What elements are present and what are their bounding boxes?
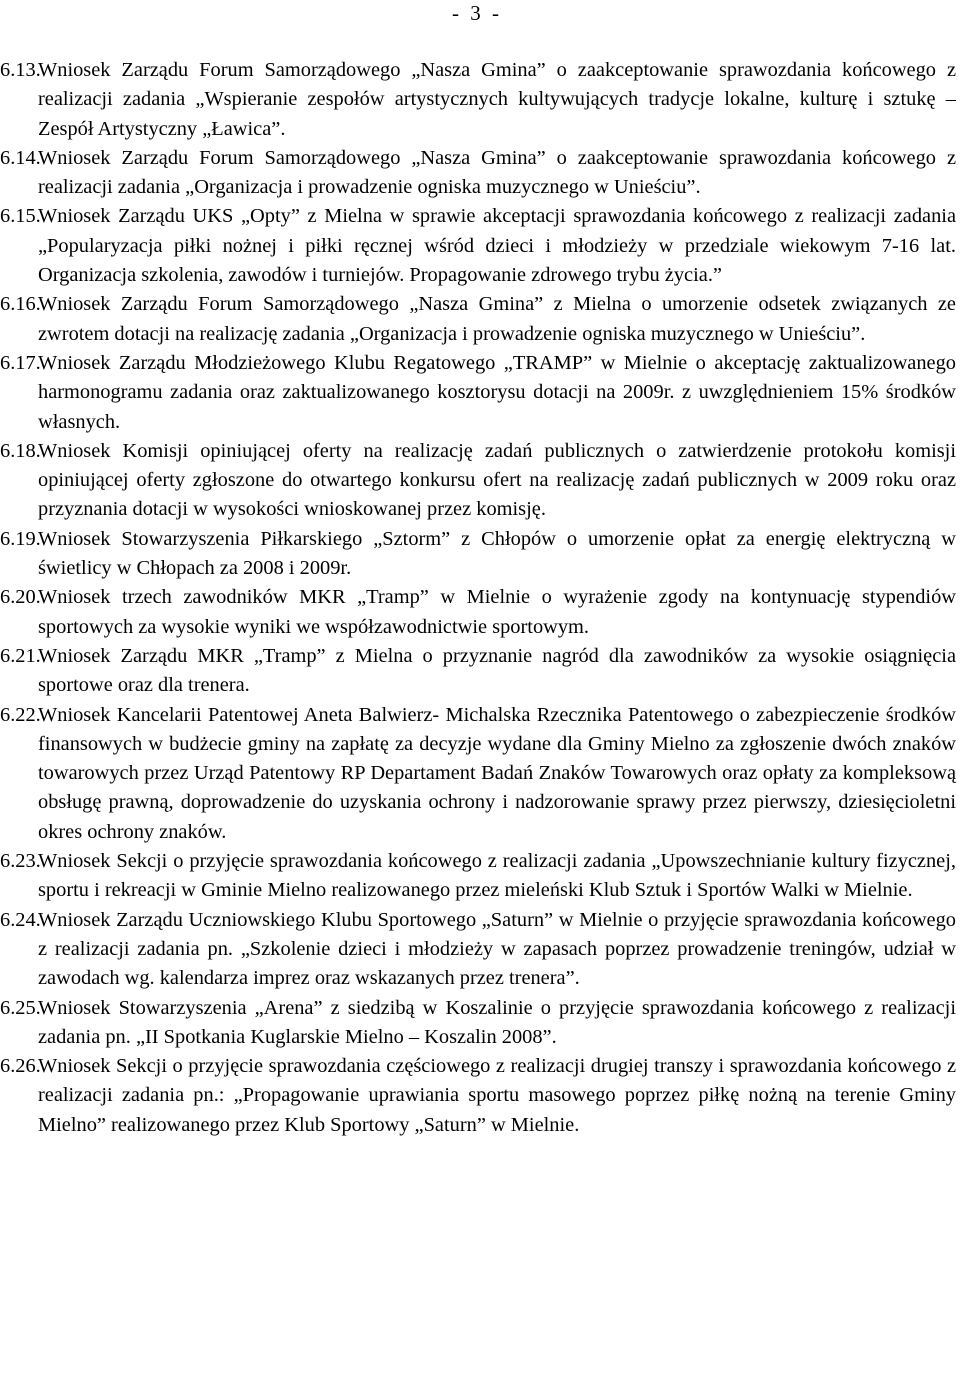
agenda-item-6-13 — [0, 56, 960, 144]
page-number: - 3 - — [452, 1, 502, 25]
agenda-item-6-23 — [0, 847, 960, 906]
item-number: 6.17. — [0, 351, 41, 374]
item-text: Wniosek Zarządu Uczniowskiego Klubu Sportowego „Saturn” w Mielnie o przyjęcie sprawozdania końcowego z realizacji zadania pn. „Szkolenie dzieci i młodzieży w zapasach poprzez prowadzenie treningów, udział w zawodach wg. kalendarza imprez oraz wskazanych przez trenera”. — [38, 908, 956, 990]
item-number: 6.21. — [0, 644, 41, 667]
item-text: Wniosek trzech zawodników MKR „Tramp” w Mielnie o wyrażenie zgody na kontynuację stypendiów sportowych za wysokie wyniki we współzawodnictwie sportowym. — [38, 586, 956, 638]
agenda-item-6-20 — [0, 583, 960, 642]
agenda-item-6-26 — [0, 1052, 960, 1140]
item-text: Wniosek Zarządu MKR „Tramp” z Mielna o przyznanie nagród dla zawodników za wysokie osiągnięcia sportowe oraz dla trenera. — [38, 644, 956, 697]
item-text: Wniosek Zarządu Forum Samorządowego „Nasza Gmina” z Mielna o umorzenie odsetek związanych ze zwrotem dotacji na realizację zadania „Organizacja i prowadzenie ogniska muzycznego w Unieściu”. — [38, 293, 956, 345]
item-number: 6.14. — [0, 146, 41, 169]
agenda-item-6-19 — [0, 525, 960, 584]
agenda-item-6-17 — [0, 349, 960, 437]
item-number: 6.26. — [0, 1055, 41, 1078]
agenda-item-6-15 — [0, 202, 960, 290]
agenda-item-6-21 — [0, 642, 960, 701]
item-number: 6.24. — [0, 908, 41, 931]
item-text: Wniosek Sekcji o przyjęcie sprawozdania częściowego z realizacji drugiej transzy i sprawozdania końcowego z realizacji zadania pn.: „Propagowanie uprawiania sportu masowego poprzez piłkę nożną na terenie Gminy Mielno” realizowanego przez Klub Sportowy „Saturn” w Mielnie. — [38, 1055, 956, 1136]
item-number: 6.18. — [0, 439, 41, 462]
item-text: Wniosek Stowarzyszenia Piłkarskiego „Sztorm” z Chłopów o umorzenie opłat za energię elektryczną w świetlicy w Chłopach za 2008 i 2009r. — [38, 527, 956, 580]
agenda-item-6-16 — [0, 290, 960, 349]
item-text: Wniosek Zarządu UKS „Opty” z Mielna w sprawie akceptacji sprawozdania końcowego z realizacji zadania „Popularyzacja piłki nożnej i piłki ręcznej wśród dzieci i młodzieży w przedziale wiekowym 7-16 lat. Organizacja szkolenia, zawodów i turniejów. Propagowanie zdrowego trybu życia.” — [38, 205, 956, 287]
item-text: Wniosek Zarządu Młodzieżowego Klubu Regatowego „TRAMP” w Mielnie o akceptację zaktualizowanego harmonogramu zadania oraz zaktualizowanego kosztorysu dotacji na 2009r. z uwzględnieniem 15% środków własnych. — [38, 351, 956, 433]
item-text: Wniosek Zarządu Forum Samorządowego „Nasza Gmina” o zaakceptowanie sprawozdania końcowego z realizacji zadania „Wspieranie zespołów artystycznych kultywujących tradycje lokalne, kulturę i sztukę – Zespół Artystyczny „Ławica”. — [38, 59, 956, 140]
item-text: Wniosek Zarządu Forum Samorządowego „Nasza Gmina” o zaakceptowanie sprawozdania końcowego z realizacji zadania „Organizacja i prowadzenie ogniska muzycznego w Unieściu”. — [38, 146, 956, 199]
agenda-item-6-14 — [0, 144, 960, 203]
agenda-item-6-24 — [0, 906, 960, 994]
item-number: 6.20. — [0, 586, 41, 609]
item-text: Wniosek Komisji opiniującej oferty na realizację zadań publicznych o zatwierdzenie protokołu komisji opiniującej oferty zgłoszone do otwartego konkursu ofert na realizację zadań publicznych w 2009 roku oraz przyznania dotacji w wysokości wnioskowanej przez komisję. — [38, 439, 956, 521]
item-number: 6.23. — [0, 850, 41, 873]
item-number: 6.15. — [0, 205, 41, 228]
item-text: Wniosek Sekcji o przyjęcie sprawozdania końcowego z realizacji zadania „Upowszechnianie kultury fizycznej, sportu i rekreacji w Gminie Mielno realizowanego przez mieleński Klub Sztuk i Sportów Walki w Mielnie. — [38, 850, 956, 902]
item-number: 6.19. — [0, 527, 41, 550]
item-number: 6.22. — [0, 703, 41, 726]
agenda-item-6-18 — [0, 437, 960, 525]
item-number: 6.16. — [0, 293, 41, 316]
item-number: 6.25. — [0, 996, 41, 1019]
agenda-item-6-25 — [0, 994, 960, 1053]
item-text: Wniosek Stowarzyszenia „Arena” z siedzibą w Koszalinie o przyjęcie sprawozdania końcowego z realizacji zadania pn. „II Spotkania Kuglarskie Mielno – Koszalin 2008”. — [38, 996, 956, 1048]
item-text: Wniosek Kancelarii Patentowej Aneta Balwierz- Michalska Rzecznika Patentowego o zabezpieczenie środków finansowych w budżecie gminy na zapłatę za decyzje wydane dla Gminy Mielno za zgłoszenie dwóch znaków towarowych przez Urząd Patentowy RP Departament Badań Znaków Towarowych oraz opłaty za kompleksową obsługę prawną, doprowadzenie do uzyskania ochrony i nadzorowanie sprawy przez pierwszy, dziesięcioletni okres ochrony znaków. — [38, 703, 956, 843]
agenda-item-6-22 — [0, 701, 960, 847]
agenda-list — [0, 56, 960, 1140]
item-number: 6.13. — [0, 59, 41, 81]
